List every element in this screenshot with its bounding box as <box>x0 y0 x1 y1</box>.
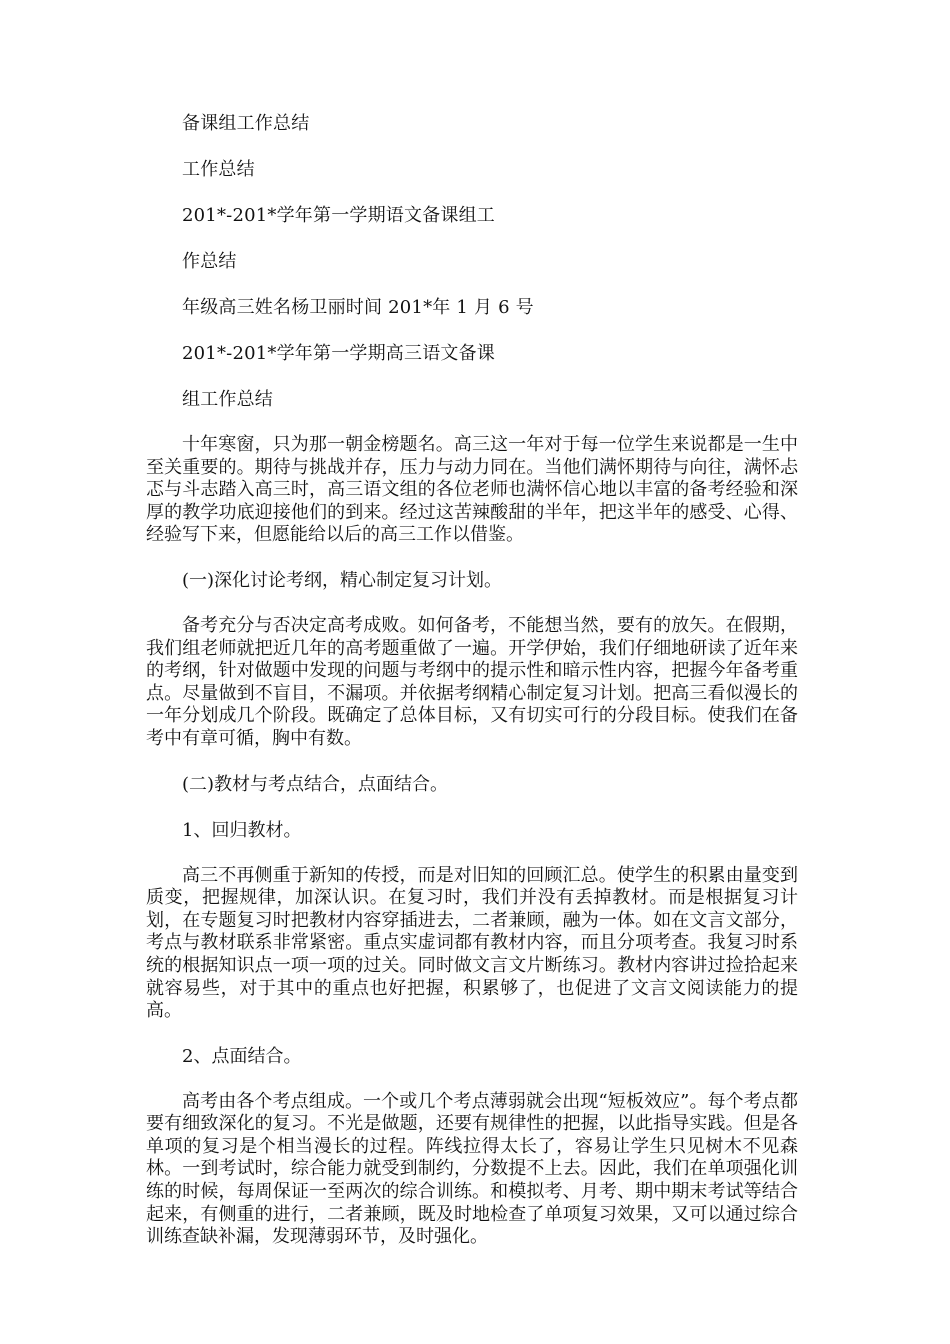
term-title-part2: 作总结 <box>182 251 237 272</box>
subsection-1-title: 1、回归教材。 <box>182 819 302 841</box>
section-1-title: (一)深化讨论考纲，精心制定复习计划。 <box>182 569 503 591</box>
term-title-part1: 201*-201*学年第一学期语文备课组工 <box>182 205 495 226</box>
subsection-2-paragraph: 高考由各个考点组成。一个或几个考点薄弱就会出现“短板效应”。每个考点都要有细致深化的复习。不光是做题，还要有规律性的把握，以此指导实践。但是各单项的复习是个相当漫长的过程。阵线拉得太长了，容易让学生只见树木不见森林。一到考试时，综合能力就受到制约，分数提不上去。因此，我们在单项强化训练的时候，每周保证一至两次的综合训练。和模拟考、月考、期中期末考试等结合起来，有侧重的进行，二者兼顾，既及时地检查了单项复习效果，又可以通过综合训练查缺补漏，发现薄弱环节，及时强化。 <box>146 1090 798 1248</box>
intro-paragraph: 十年寒窗，只为那一朝金榜题名。高三这一年对于每一位学生来说都是一生中至关重要的。期待与挑战并存，压力与动力同在。当他们满怀期待与向往，满怀忐忑与斗志踏入高三时，高三语文组的各位老师也满怀信心地以丰富的备考经验和深厚的教学功底迎接他们的到来。经过这苦辣酸甜的半年，把这半年的感受、心得、经验写下来，但愿能给以后的高三工作以借鉴。 <box>146 434 798 546</box>
doc-subtitle: 工作总结 <box>182 159 255 180</box>
section-2-title: (二)教材与考点结合，点面结合。 <box>182 773 449 795</box>
senior-title-part1: 201*-201*学年第一学期高三语文备课 <box>182 343 495 364</box>
subsection-1-paragraph: 高三不再侧重于新知的传授，而是对旧知的回顾汇总。使学生的积累由量变到质变，把握规律，加深认识。在复习时，我们并没有丢掉教材。而是根据复习计划，在专题复习时把教材内容穿插进去，二者兼顾，融为一体。如在文言文部分，考点与教材联系非常紧密。重点实虚词都有教材内容，而且分项考查。我复习时系统的根据知识点一项一项的过关。同时做文言文片断练习。教材内容讲过捡拾起来就容易些，对于其中的重点也好把握，积累够了，也促进了文言文阅读能力的提高。 <box>146 864 798 1022</box>
subsection-2-title: 2、点面结合。 <box>182 1045 302 1067</box>
senior-title-part2: 组工作总结 <box>182 389 273 410</box>
document-page <box>146 112 798 1271</box>
doc-title: 备课组工作总结 <box>182 113 310 134</box>
section-1-paragraph: 备考充分与否决定高考成败。如何备考，不能想当然，要有的放矢。在假期，我们组老师就把近几年的高考题重做了一遍。开学伊始，我们仔细地研读了近年来的考纲，针对做题中发现的问题与考纲中的提示性和暗示性内容，把握今年备考重点。尽量做到不盲目，不漏项。并依据考纲精心制定复习计划。把高三看似漫长的一年分划成几个阶段。既确定了总体目标，又有切实可行的分段目标。使我们在备考中有章可循，胸中有数。 <box>146 614 798 749</box>
author-info-line: 年级高三姓名杨卫丽时间 201*年 1 月 6 号 <box>182 297 534 318</box>
